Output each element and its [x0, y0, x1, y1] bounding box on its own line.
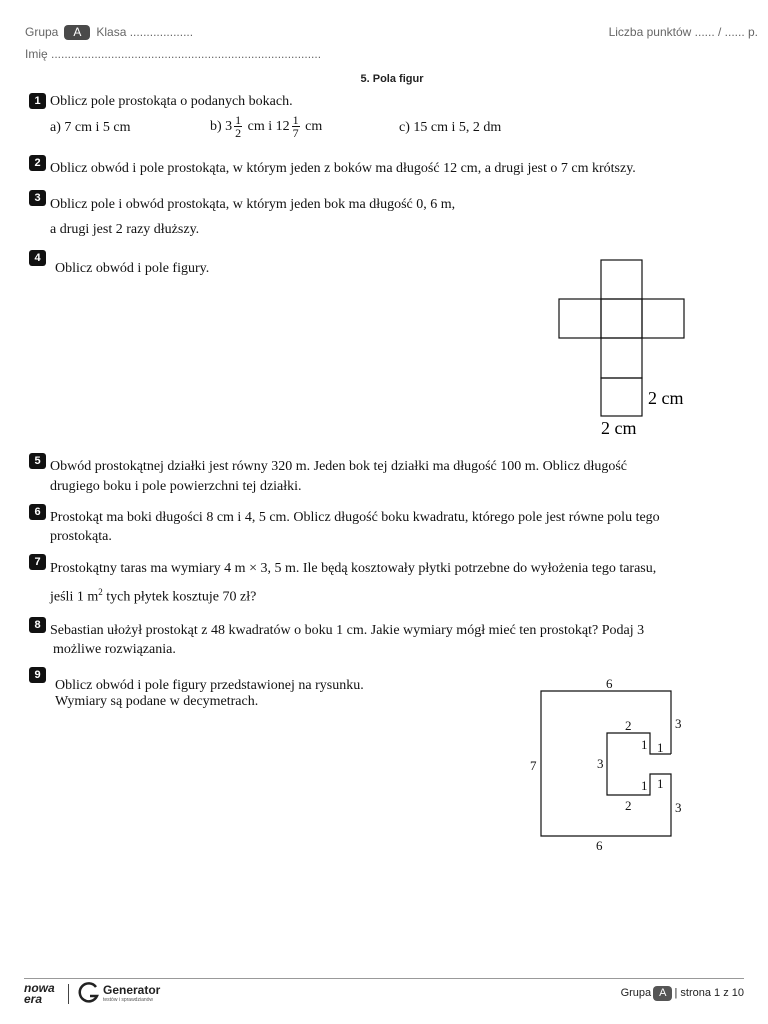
label-left: 7 [530, 758, 537, 773]
group-label: Grupa [25, 25, 59, 39]
label-step-a: 1 [641, 737, 648, 752]
label-step-b: 1 [657, 740, 664, 755]
label-right-bottom: 3 [675, 800, 682, 815]
task-number-5: 5 [29, 453, 46, 469]
nowa-era-logo: nowa era [24, 981, 55, 1006]
footer-separator [68, 984, 69, 1004]
task-number-1: 1 [29, 93, 46, 109]
task-3-line1: Oblicz pole i obwód prostokąta, w którym jeden bok ma długość 0, 6 m, [50, 197, 456, 212]
task-number-4: 4 [29, 250, 46, 266]
task-number-7: 7 [29, 554, 46, 570]
task-6-line1: Prostokąt ma boki długości 8 cm i 4, 5 cm. Oblicz długość boku kwadratu, którego pole jest równe polu tego [50, 510, 660, 525]
task-7-line2: jeśli 1 $m^2$ tych płytek kosztuje 70 zł? [50, 587, 257, 605]
task-1-b [210, 111, 322, 143]
task-3-line2: a drugi jest 2 razy dłuższy. [50, 222, 200, 237]
task-2-text: Oblicz obwód i pole prostokąta, w którym jeden z boków ma długość 12 cm, a drugi jest o 7 cm krótszy. [50, 161, 636, 176]
label-notch-left: 3 [597, 756, 604, 771]
generator-title: Generator [103, 983, 161, 997]
task-8-line2: możliwe rozwiązania. [53, 642, 176, 657]
points-label: Liczba punktów ...... / ...... p. [608, 25, 758, 39]
group-badge: A [64, 25, 90, 40]
footer-page-text: | strona 1 z 10 [674, 987, 744, 999]
label-notch-top: 2 [625, 718, 632, 733]
footer-page-info [621, 986, 744, 1001]
task-5-line1: Obwód prostokątnej działki jest równy 320 m. Jeden bok tej działki ma długość 100 m. Oblicz długość [50, 459, 628, 474]
task-8-line1: Sebastian ułożył prostokąt z 48 kwadratów o boku 1 cm. Jakie wymiary mógł mieć ten prostokąt? Podaj 3 [50, 623, 645, 638]
label-right-top: 3 [675, 716, 682, 731]
notched-figure [520, 670, 700, 860]
cross-label-bottom: 2 cm [601, 418, 637, 438]
task-1-text: Oblicz pole prostokąta o podanych bokach. [50, 94, 293, 109]
task-9-line1: Oblicz obwód i pole figury przedstawionej na rysunku. [55, 678, 364, 693]
generator-logo-icon [78, 982, 100, 1004]
label-top: 6 [606, 676, 613, 691]
page-title: 5. Pola figur [360, 73, 424, 85]
label-step-d: 1 [657, 776, 664, 791]
cross-figure [550, 252, 700, 444]
label-bottom: 6 [596, 838, 603, 853]
task-number-6: 6 [29, 504, 46, 520]
task-1-b-suffix: cm [305, 119, 323, 134]
task-4-text: Oblicz obwód i pole figury. [55, 261, 210, 276]
task-1-b-prefix: b) 3 [210, 119, 233, 134]
task-6-line2: prostokąta. [50, 529, 112, 544]
name-label: Imię ................................................................................. [25, 47, 322, 61]
task-number-8: 8 [29, 617, 46, 633]
task-number-9: 9 [29, 667, 46, 683]
task-5-line2: drugiego boku i pole powierzchni tej działki. [50, 479, 302, 494]
task-1-c: c) 15 cm i 5, 2 dm [399, 120, 502, 135]
task-1-b-mid: cm i 12 [247, 119, 290, 134]
header-group [25, 25, 193, 40]
task-7-line1: Prostokątny taras ma wymiary 4 m × 3, 5 m. Ile będą kosztowały płytki potrzebne do wyłożenia tego tarasu, [50, 561, 657, 576]
task-1-a: a) 7 cm i 5 cm [50, 120, 131, 135]
footer-group-label: Grupa [620, 987, 652, 999]
footer-group-badge: A [653, 986, 672, 1001]
task-number-2: 2 [29, 155, 46, 171]
label-notch-bottom: 2 [625, 798, 632, 813]
generator-subtitle: testów i sprawdzianów [103, 997, 154, 1003]
fraction-one-seventh: $\frac{1}{7}$ [292, 113, 299, 141]
task-number-3: 3 [29, 190, 46, 206]
footer-divider [24, 978, 744, 979]
class-label: Klasa ................... [96, 25, 194, 39]
label-step-c: 1 [641, 778, 648, 793]
fraction-one-half: $\frac{1}{2}$ [235, 113, 242, 141]
cross-label-side: 2 cm [648, 388, 684, 408]
task-9-line2: Wymiary są podane w decymetrach. [55, 694, 259, 709]
